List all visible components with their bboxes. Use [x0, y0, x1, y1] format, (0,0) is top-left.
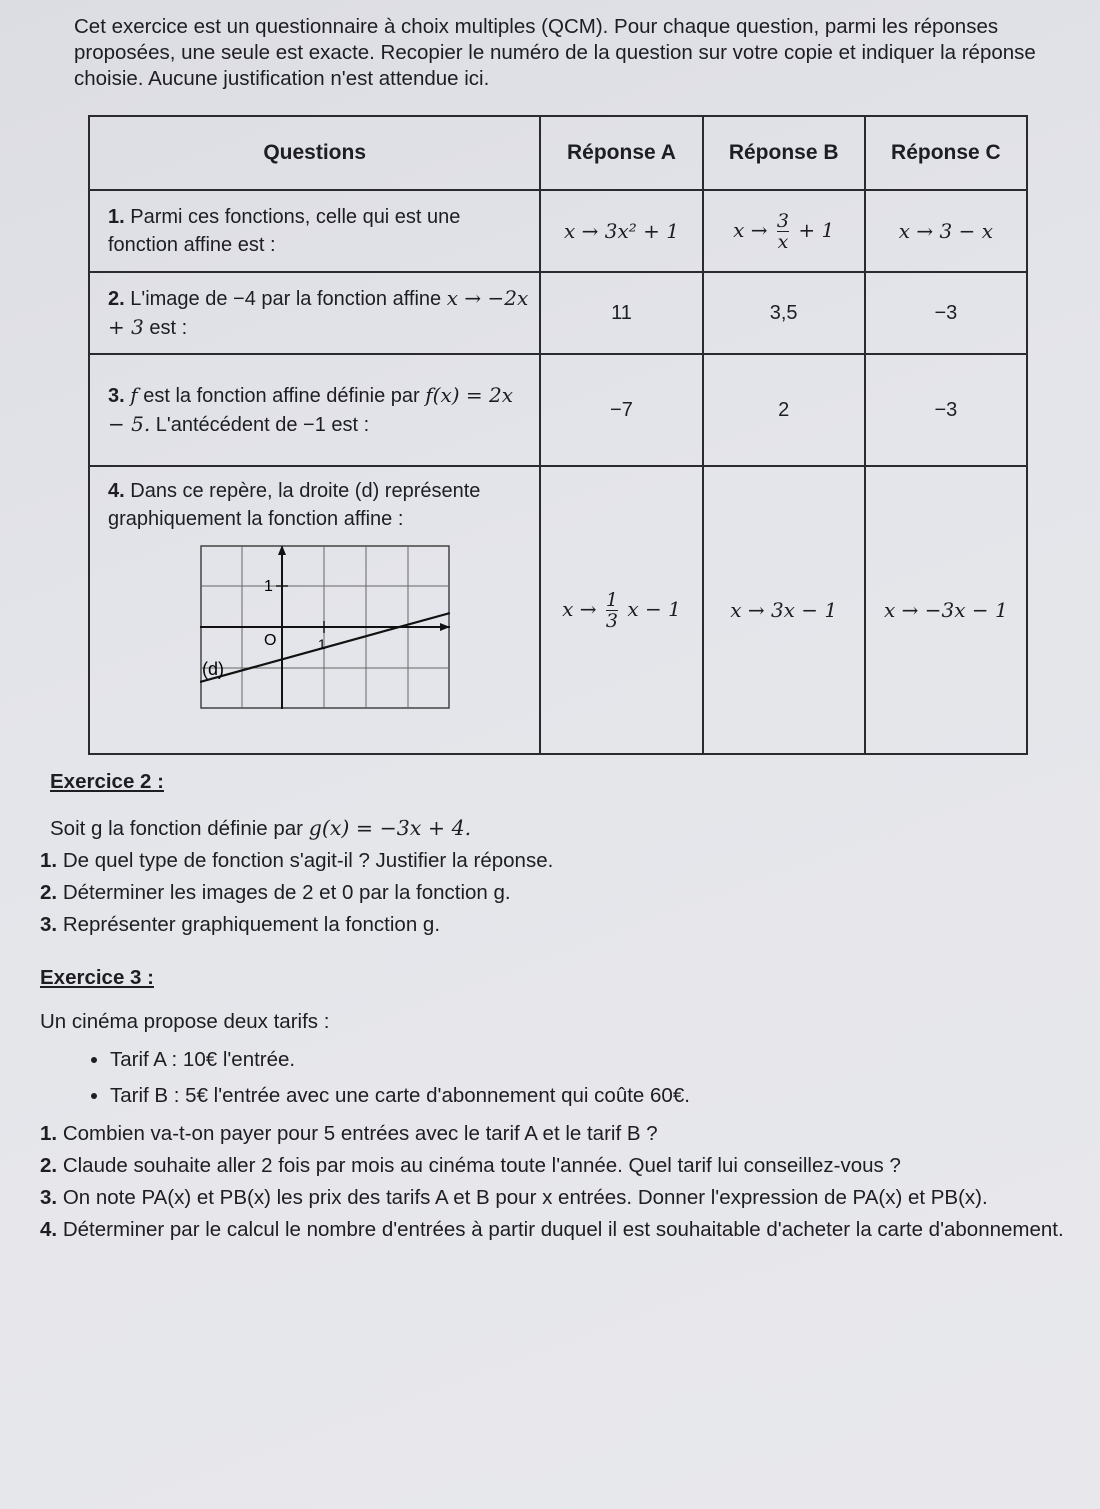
answer-4c: x → −3x − 1	[865, 466, 1027, 754]
question-text-end: est :	[149, 317, 188, 339]
question-text: Dans ce repère, la droite (d) représente graphiquement la fonction affine :	[108, 480, 481, 530]
item-number: 3.	[40, 1186, 58, 1209]
list-item	[40, 1150, 1070, 1182]
list-item	[40, 909, 1070, 941]
question-math-2: f(x) = 2x − 5.	[108, 383, 514, 436]
list-item	[40, 845, 1070, 877]
answer-prefix: x →	[562, 596, 597, 621]
exercise-3	[40, 962, 1070, 1246]
item-text: On note PA(x) et PB(x) les prix des tarifs A et B pour x entrées. Donner l'expression de PA(x) et PB(x).	[62, 1186, 988, 1209]
question-number: 4.	[108, 480, 125, 502]
table-row	[89, 190, 1027, 272]
answer-4b: x → 3x − 1	[703, 466, 865, 754]
item-number: 2.	[40, 881, 58, 904]
qcm-table	[88, 115, 1028, 755]
graph-repere	[200, 545, 450, 709]
exercise-2-intro	[50, 812, 1070, 845]
exercise-2-list	[40, 845, 1070, 941]
item-number: 4.	[40, 1218, 58, 1241]
question-3	[89, 354, 540, 466]
header-answer-a: Réponse A	[540, 116, 702, 190]
answer-2c: −3	[865, 272, 1027, 354]
fraction-denominator: x	[777, 230, 789, 253]
question-1	[89, 190, 540, 272]
answer-prefix: x →	[733, 217, 768, 242]
exercise-3-list	[40, 1118, 1070, 1246]
answer-2a: 11	[540, 272, 702, 354]
instructions: Cet exercice est un questionnaire à choix multiples (QCM). Pour chaque question, parmi les réponses proposées, une seule est exacte. Recopier le numéro de la question sur votre copie et indiquer la réponse choisie. Aucune justification n'est attendue ici.	[74, 15, 1036, 90]
answer-3b: 2	[703, 354, 865, 466]
answer-1a: x → 3x² + 1	[540, 190, 702, 272]
exercise-2	[40, 766, 1070, 941]
exercise-3-title: Exercice 3 :	[40, 966, 154, 989]
question-2	[89, 272, 540, 354]
table-row	[89, 354, 1027, 466]
table-row	[89, 466, 1027, 754]
list-item	[40, 1214, 1070, 1246]
list-item	[40, 1118, 1070, 1150]
item-text: Déterminer par le calcul le nombre d'entrées à partir duquel il est souhaitable d'acheter la carte d'abonnement.	[62, 1218, 1064, 1241]
intro-math: g(x) = −3x + 4.	[308, 816, 472, 840]
answer-1c: x → 3 − x	[865, 190, 1027, 272]
item-number: 1.	[40, 849, 58, 872]
question-text: Parmi ces fonctions, celle qui est une fonction affine est :	[108, 206, 461, 256]
item-number: 2.	[40, 1154, 58, 1177]
label-origin: O	[264, 632, 277, 649]
label-y1: 1	[264, 578, 273, 595]
list-item: • Tarif A : 10€ l'entrée.	[110, 1042, 1070, 1078]
answer-3a: −7	[540, 354, 702, 466]
item-number: 1.	[40, 1122, 58, 1145]
intro-text: Soit g la fonction définie par	[50, 817, 303, 840]
list-item	[40, 877, 1070, 909]
list-item: • Tarif B : 5€ l'entrée avec une carte d'abonnement qui coûte 60€.	[110, 1078, 1070, 1114]
question-math: f	[130, 383, 138, 407]
question-math: x → −2x + 3	[108, 286, 529, 339]
item-text: Représenter graphiquement la fonction g.	[62, 913, 441, 936]
item-text: De quel type de fonction s'agit-il ? Justifier la réponse.	[62, 849, 554, 872]
item-text: Déterminer les images de 2 et 0 par la fonction g.	[62, 881, 511, 904]
table-header-row	[89, 116, 1027, 190]
fraction	[777, 211, 789, 252]
header-answer-b: Réponse B	[703, 116, 865, 190]
fraction	[606, 590, 618, 631]
table-row	[89, 272, 1027, 354]
list-item	[40, 1182, 1070, 1214]
exercise-3-intro: Un cinéma propose deux tarifs :	[40, 1010, 330, 1033]
header-answer-c: Réponse C	[865, 116, 1027, 190]
question-text-end: L'antécédent de −1 est :	[155, 414, 370, 436]
question-number: 3.	[108, 385, 125, 407]
tariff-list	[40, 1042, 1070, 1114]
answer-suffix: x − 1	[627, 596, 681, 621]
question-text: L'image de −4 par la fonction affine	[130, 288, 442, 310]
question-4	[89, 466, 540, 754]
answer-1b	[703, 190, 865, 272]
answer-2b: 3,5	[703, 272, 865, 354]
label-x1: 1	[318, 636, 326, 652]
header-questions: Questions	[89, 116, 540, 190]
item-text: Claude souhaite aller 2 fois par mois au cinéma toute l'année. Quel tarif lui conseillez-vous ?	[62, 1154, 901, 1177]
item-number: 3.	[40, 913, 58, 936]
label-line-d: (d)	[202, 659, 224, 679]
question-number: 2.	[108, 288, 125, 310]
item-text: Combien va-t-on payer pour 5 entrées avec le tarif A et le tarif B ?	[62, 1122, 658, 1145]
answer-suffix: + 1	[798, 217, 835, 242]
question-text: est la fonction affine définie par	[143, 385, 420, 407]
answer-4a	[540, 466, 702, 754]
question-number: 1.	[108, 206, 125, 228]
fraction-numerator: 1	[605, 588, 618, 611]
fraction-numerator: 3	[776, 209, 789, 232]
answer-3c: −3	[865, 354, 1027, 466]
exercise-2-title: Exercice 2 :	[50, 770, 164, 793]
fraction-denominator: 3	[605, 609, 618, 632]
